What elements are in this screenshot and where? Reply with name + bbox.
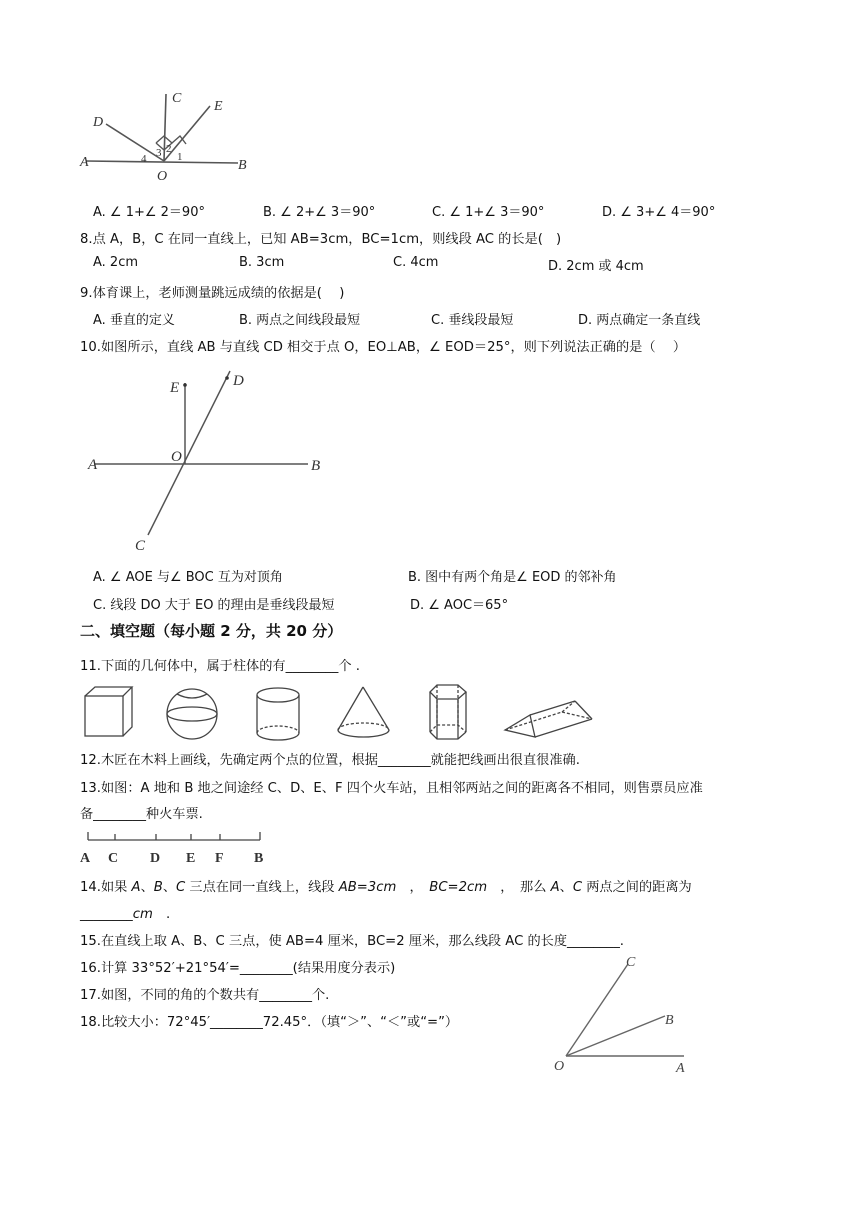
q8-option-b: B. 3cm	[239, 255, 285, 270]
fig10-label-A: A	[88, 457, 98, 473]
q14-point-A: A	[131, 880, 141, 895]
fig7-label-1: 1	[177, 151, 183, 163]
cone-shape	[338, 687, 389, 737]
q14-bc-length: BC=2cm	[429, 880, 488, 895]
q8-text: 8.点 A，B，C 在同一直线上，已知 AB=3cm，BC=1cm，则线段 AC 的长是( )	[80, 232, 562, 247]
q17-text: 17.如图，不同的角的个数共有________个.	[80, 988, 330, 1003]
q8-option-c: C. 4cm	[393, 255, 439, 270]
q7-option-d: D. ∠ 3+∠ 4＝90°	[602, 205, 716, 220]
fig17-label-A: A	[676, 1061, 685, 1076]
section-heading-fill-in: 二、填空题（每小题 2 分，共 20 分）	[80, 622, 343, 640]
q14-seg: ， 那么	[487, 880, 551, 895]
cube-shape	[85, 687, 132, 736]
station-label-C: C	[108, 851, 119, 866]
fig7-label-D: D	[93, 115, 104, 130]
fig7-label-B: B	[238, 158, 247, 173]
q14-blank: ________	[80, 907, 133, 922]
figure-q10-intersecting-lines	[84, 365, 334, 555]
sphere-shape	[167, 689, 217, 739]
fig7-label-3: 3	[156, 147, 162, 159]
figure-q7-angles	[78, 88, 268, 183]
q13-text-line2: 备________种火车票.	[80, 807, 203, 822]
station-label-B: B	[254, 851, 264, 866]
fig17-label-C: C	[626, 955, 636, 970]
q16-text: 16.计算 33°52′+21°54′=________(结果用度分表示)	[80, 961, 396, 976]
q14-point-C: C	[572, 880, 583, 895]
q10-option-a: A. ∠ AOE 与∠ BOC 互为对顶角	[93, 570, 283, 585]
q14-point-C: C	[176, 880, 186, 895]
q10-option-c: C. 线段 DO 大于 EO 的理由是垂线段最短	[93, 598, 335, 613]
q9-option-b: B. 两点之间线段最短	[239, 313, 361, 328]
station-label-E: E	[186, 851, 196, 866]
q14-ab-length: AB=3cm	[338, 880, 397, 895]
q8-option-a: A. 2cm	[93, 255, 139, 270]
q14-point-B: B	[153, 880, 163, 895]
fig10-label-B: B	[311, 458, 321, 474]
q12-text: 12.木匠在木料上画线，先确定两个点的位置，根据________就能把线画出很直很准确.	[80, 753, 580, 768]
figure-q13-stations-line	[80, 826, 280, 868]
triangular-prism-shape	[505, 701, 592, 737]
station-label-A: A	[80, 851, 91, 866]
q7-option-a: A. ∠ 1+∠ 2＝90°	[93, 205, 205, 220]
fig7-label-4: 4	[141, 153, 147, 165]
fig7-label-2: 2	[166, 143, 172, 155]
q14-seg: 14.如果	[80, 880, 132, 895]
hexagonal-prism-shape	[430, 685, 466, 739]
q14-seg: ，	[396, 880, 430, 895]
fig10-label-E: E	[170, 380, 180, 396]
fig7-label-C: C	[172, 91, 182, 106]
q7-option-c: C. ∠ 1+∠ 3＝90°	[432, 205, 545, 220]
q15-text: 15.在直线上取 A、B、C 三点，使 AB=4 厘米，BC=2 厘米，那么线段 AC 的长度________.	[80, 934, 625, 949]
q11-text: 11.下面的几何体中，属于柱体的有________个 .	[80, 659, 360, 674]
station-label-D: D	[150, 851, 161, 866]
fig10-label-C: C	[135, 538, 146, 554]
q14-seg: 两点之间的距离为	[582, 880, 692, 895]
q18-text: 18.比较大小：72°45′________72.45°．（填“＞”、“＜”或“=”）	[80, 1015, 459, 1030]
fig7-label-A: A	[80, 155, 89, 170]
q10-text: 10.如图所示，直线 AB 与直线 CD 相交于点 O，EO⊥AB，∠ EOD＝25°，则下列说法正确的是（ ）	[80, 340, 687, 355]
q14-seg: .	[152, 907, 171, 922]
q9-option-a: A. 垂直的定义	[93, 313, 175, 328]
fig10-label-O: O	[171, 449, 182, 465]
cylinder-shape	[257, 688, 299, 740]
q10-option-d: D. ∠ AOC＝65°	[410, 598, 509, 613]
q9-text: 9.体育课上，老师测量跳远成绩的依据是( )	[80, 286, 345, 301]
q7-option-b: B. ∠ 2+∠ 3＝90°	[263, 205, 376, 220]
q14-sep: 、	[140, 880, 154, 895]
fig7-label-O: O	[157, 169, 168, 183]
q14-text-line1	[80, 876, 692, 895]
q13-text-line1: 13.如图：A 地和 B 地之间途经 C、D、E、F 四个火车站，且相邻两站之间的距离各不相同，则售票员应准	[80, 781, 703, 796]
q14-sep: 、	[559, 880, 573, 895]
q10-option-b: B. 图中有两个角是∠ EOD 的邻补角	[408, 570, 617, 585]
figure-q11-solids	[80, 682, 620, 744]
fig17-label-O: O	[554, 1059, 565, 1074]
q8-option-d: D. 2cm 或 4cm	[548, 259, 644, 274]
q9-option-d: D. 两点确定一条直线	[578, 313, 701, 328]
q9-option-c: C. 垂线段最短	[431, 313, 514, 328]
q14-text-line2	[80, 903, 170, 922]
q14-unit: cm	[132, 907, 153, 922]
q14-sep: 、	[162, 880, 177, 895]
fig10-label-D: D	[233, 373, 244, 389]
q14-seg: 三点在同一直线上，线段	[185, 880, 339, 895]
q14-point-A: A	[550, 880, 560, 895]
figure-q17-angles	[548, 952, 698, 1077]
station-label-F: F	[215, 851, 224, 866]
fig17-label-B: B	[665, 1013, 674, 1028]
fig7-label-E: E	[214, 99, 223, 114]
